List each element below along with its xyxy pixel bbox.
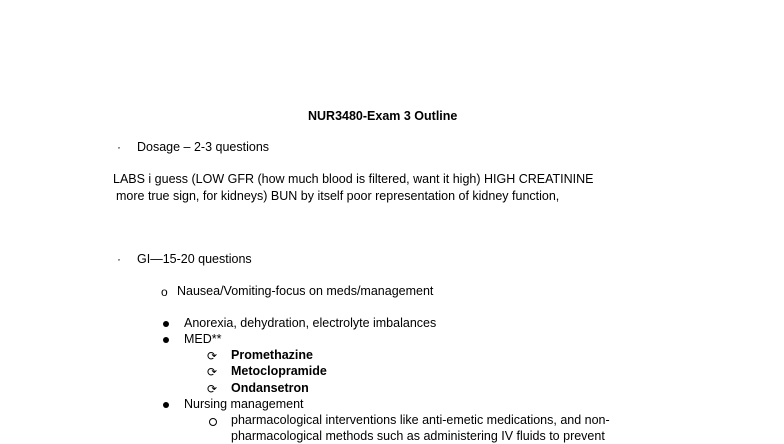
bullet-ring (209, 418, 217, 426)
med-promethazine: Promethazine (231, 348, 313, 362)
dosage-item: Dosage – 2-3 questions (137, 140, 270, 154)
bullet-arrow-marker: ⟳ (207, 365, 218, 379)
med-ondansetron: Ondansetron (231, 381, 309, 395)
page-title: NUR3480-Exam 3 Outline (308, 109, 458, 123)
bullet-marker: · (117, 140, 121, 154)
med-item: MED** (184, 332, 222, 346)
bullet-dot (163, 321, 169, 327)
pharm-line-2: pharmacological methods such as administering IV fluids to prevent (231, 429, 605, 443)
bullet-o-marker: o (161, 285, 168, 299)
pharm-line-1: pharmacological interventions like anti-emetic medications, and non- (231, 413, 610, 427)
nausea-item: Nausea/Vomiting-focus on meds/management (177, 284, 434, 298)
bullet-arrow-marker: ⟳ (207, 349, 218, 363)
bullet-marker: · (117, 252, 121, 266)
bullet-dot (163, 402, 169, 408)
med-metoclopramide: Metoclopramide (231, 364, 327, 378)
labs-line-1: LABS i guess (LOW GFR (how much blood is filtered, want it high) HIGH CREATININE (113, 172, 594, 186)
bullet-dot (163, 337, 169, 343)
nursing-item: Nursing management (184, 397, 304, 411)
labs-line-2: more true sign, for kidneys) BUN by itself poor representation of kidney function, (116, 189, 560, 203)
anorexia-item: Anorexia, dehydration, electrolyte imbalances (184, 316, 437, 330)
gi-item: GI—15-20 questions (137, 252, 252, 266)
bullet-arrow-marker: ⟳ (207, 382, 218, 396)
